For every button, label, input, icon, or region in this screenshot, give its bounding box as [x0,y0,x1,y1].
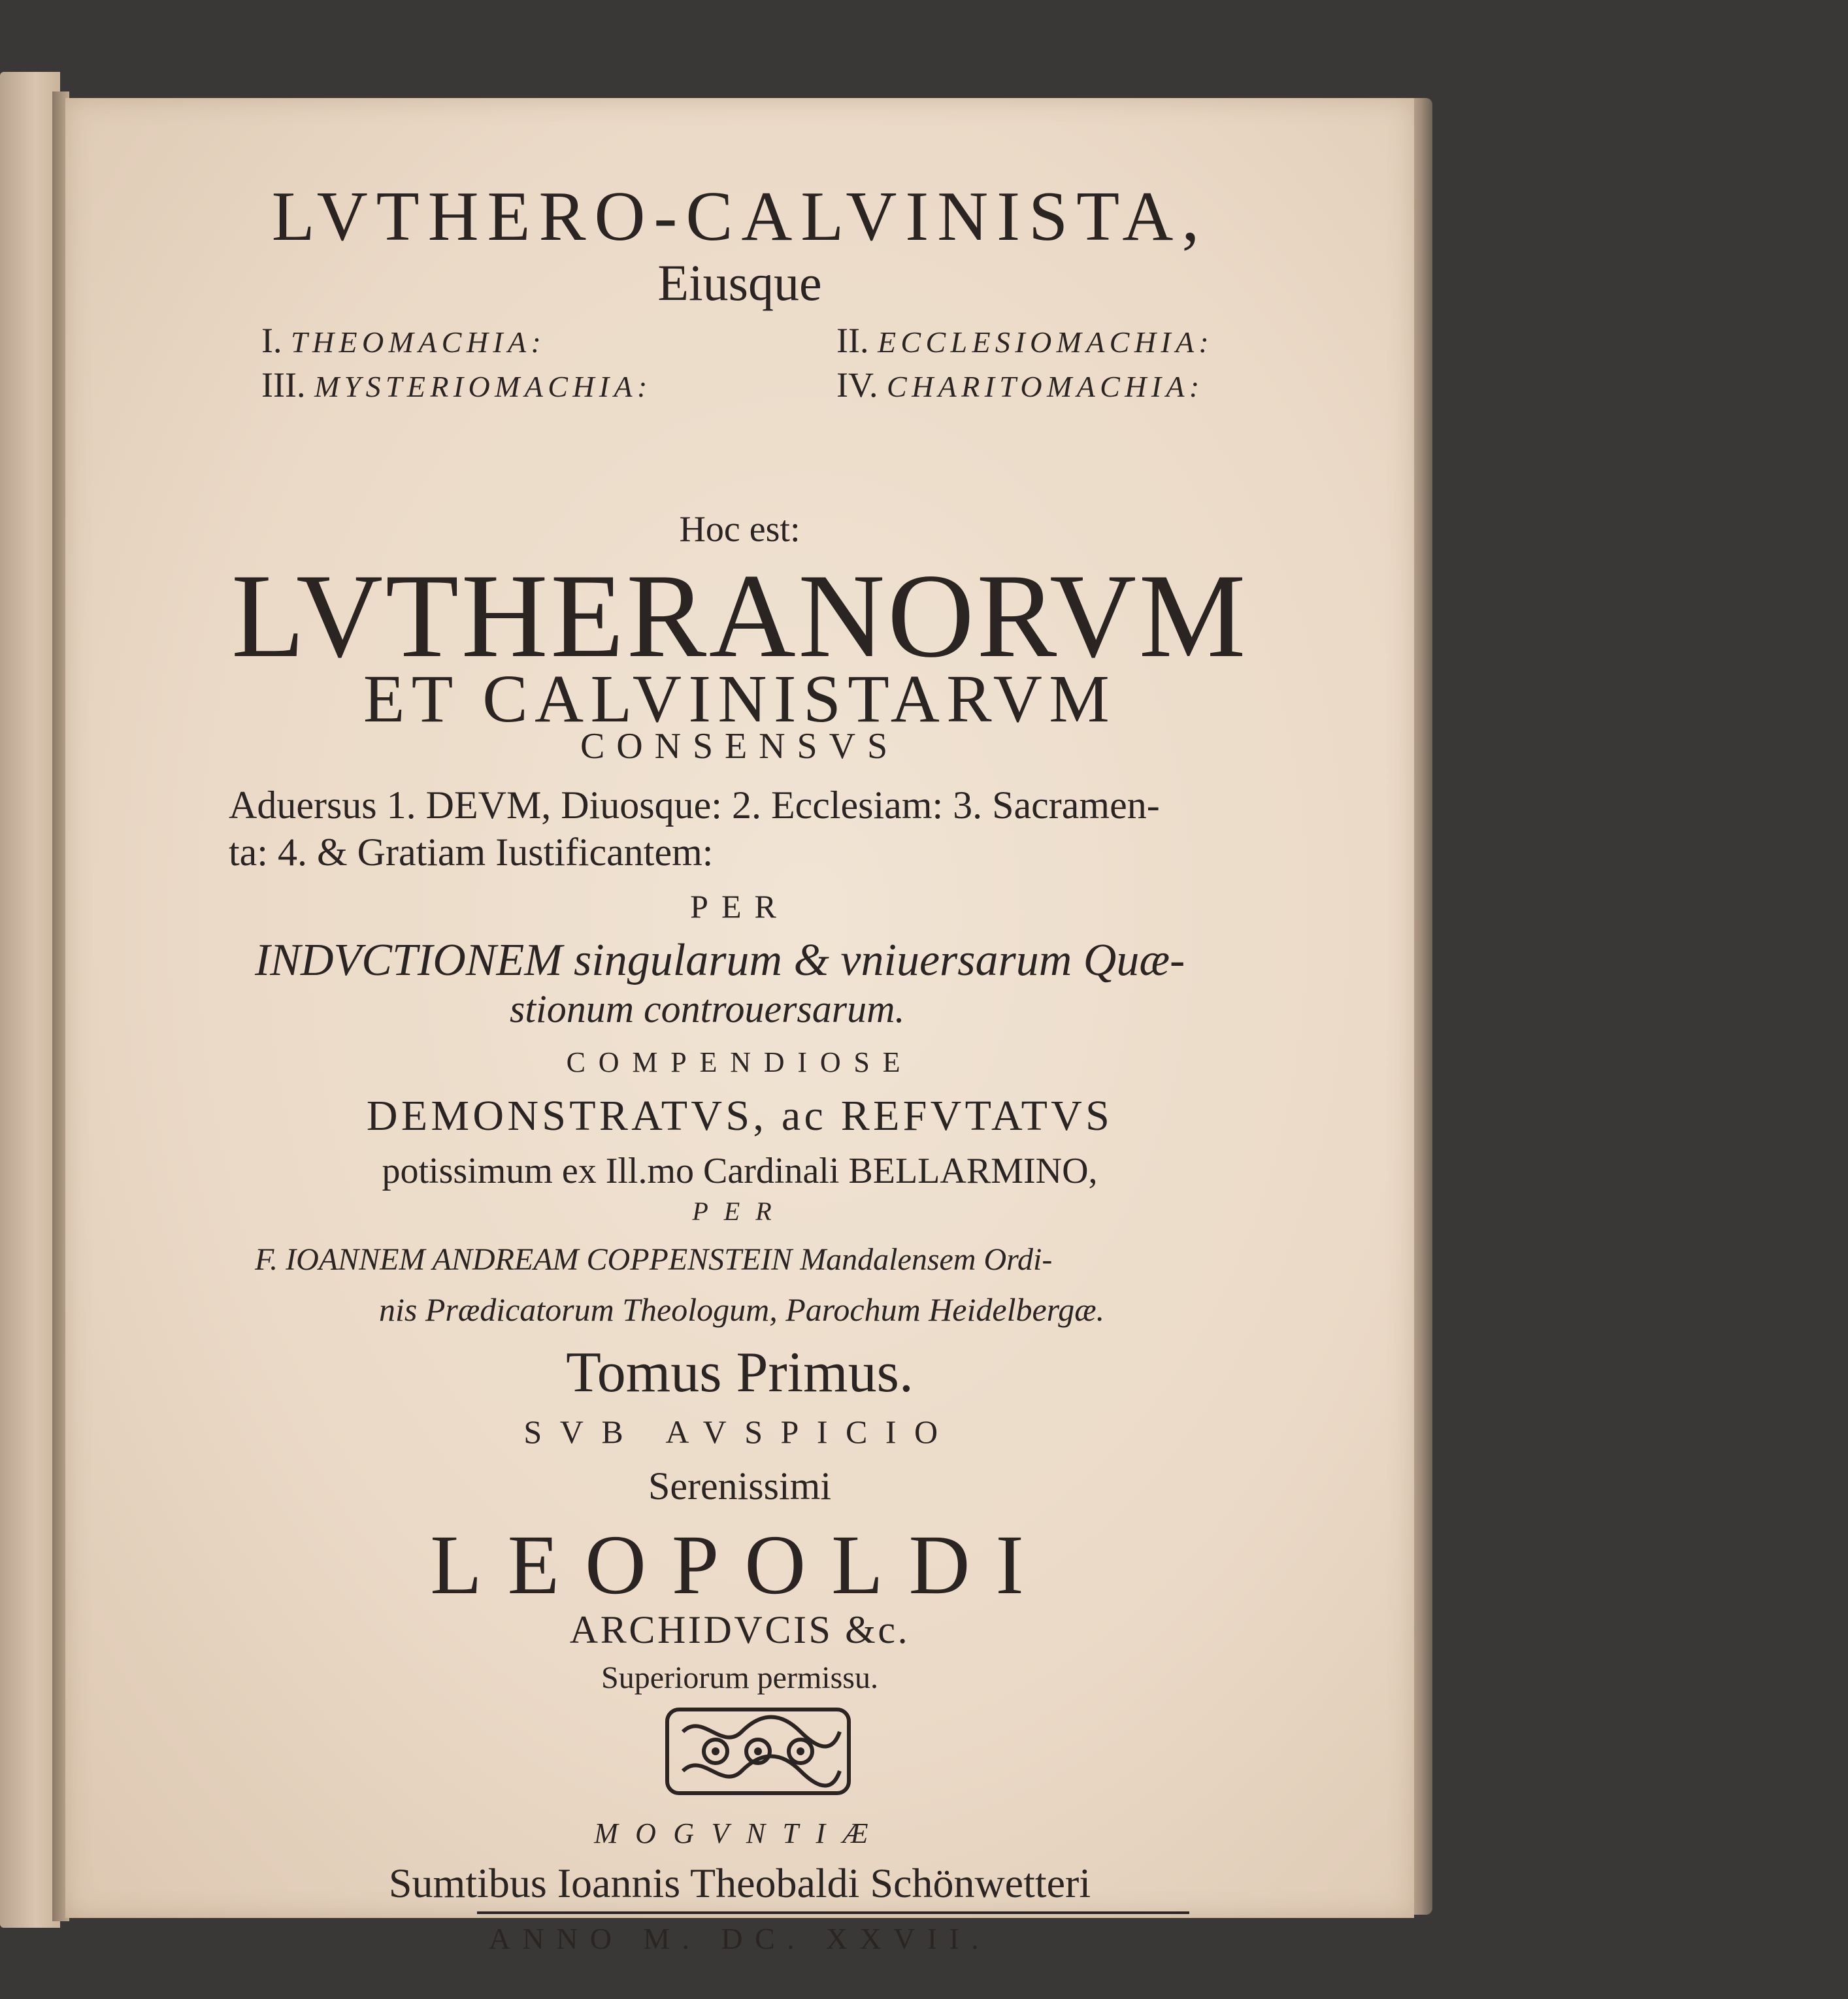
author-line-2: nis Prædicatorum Theologum, Parochum Heidelbergæ. [379,1291,1105,1328]
sumtibus-line: Sumtibus Ioannis Theobaldi Schönwetteri [388,1860,1091,1906]
per-line-2: PER [692,1197,787,1226]
compendiose-line: COMPENDIOSE [566,1046,914,1078]
list-item [836,320,1213,361]
aduersus-line-2: ta: 4. & Gratiam Iustificantem: [229,831,714,874]
aduersus-line-1: Aduersus 1. DEVM, Diuosque: 2. Ecclesiam: 3. Sacramen- [229,784,1160,827]
superiorum-line: Superiorum permissu. [601,1660,878,1695]
title-page [65,98,1414,1955]
left-page-edge [0,72,60,1928]
archiducis-line: ARCHIDVCIS &c. [569,1608,910,1651]
list-number: IV. [836,365,878,405]
list-label: MYSTERIOMACHIA: [314,370,652,403]
list-label: ECCLESIOMACHIA: [877,325,1214,359]
list-item [261,320,546,361]
serenissimi-line: Serenissimi [648,1464,831,1508]
consensus-heading: CONSENSVS [580,726,900,767]
sub-auspicio-line: SVB AVSPICIO [523,1413,956,1450]
list-item [261,365,652,405]
tomus-line: Tomus Primus. [566,1341,914,1404]
per-line-1: PER [690,888,789,925]
leopoldi-heading: LEOPOLDI [430,1518,1049,1612]
demonstratus-line: DEMONSTRATVS, ac REFVTATVS [366,1092,1114,1140]
list-number: II. [836,321,869,360]
list-number: I. [261,321,282,360]
imprint-rule [477,1911,1189,1914]
hoc-est-line: Hoc est: [679,509,800,550]
potissimum-line: potissimum ex Ill.mo Cardinali BELLARMINO, [382,1151,1098,1191]
inductionem-line-1: INDVCTIONEM singularum & vniuersarum Quæ- [255,935,1185,985]
moguntiae-line: MOGVNTIÆ [594,1817,885,1849]
list-label: THEOMACHIA: [290,325,546,359]
calvinistarum-heading: ET CALVINISTARVM [363,661,1117,736]
list-item [836,365,1204,405]
list-label: CHARITOMACHIA: [887,370,1204,403]
list-number: III. [261,365,306,405]
author-line-1: F. IOANNEM ANDREAM COPPENSTEIN Mandalensem Ordi- [255,1242,1053,1277]
title-line-1: LVTHERO-CALVINISTA, [271,178,1208,256]
lutheranorum-heading: LVTHERANORVM [231,549,1249,682]
anno-line: ANNO M. DC. XXVII. [488,1922,991,1955]
title-line-2: Eiusque [657,254,822,311]
inductionem-line-2: stionum controuersarum. [510,987,905,1031]
printers-ornament-icon [663,1706,853,1797]
